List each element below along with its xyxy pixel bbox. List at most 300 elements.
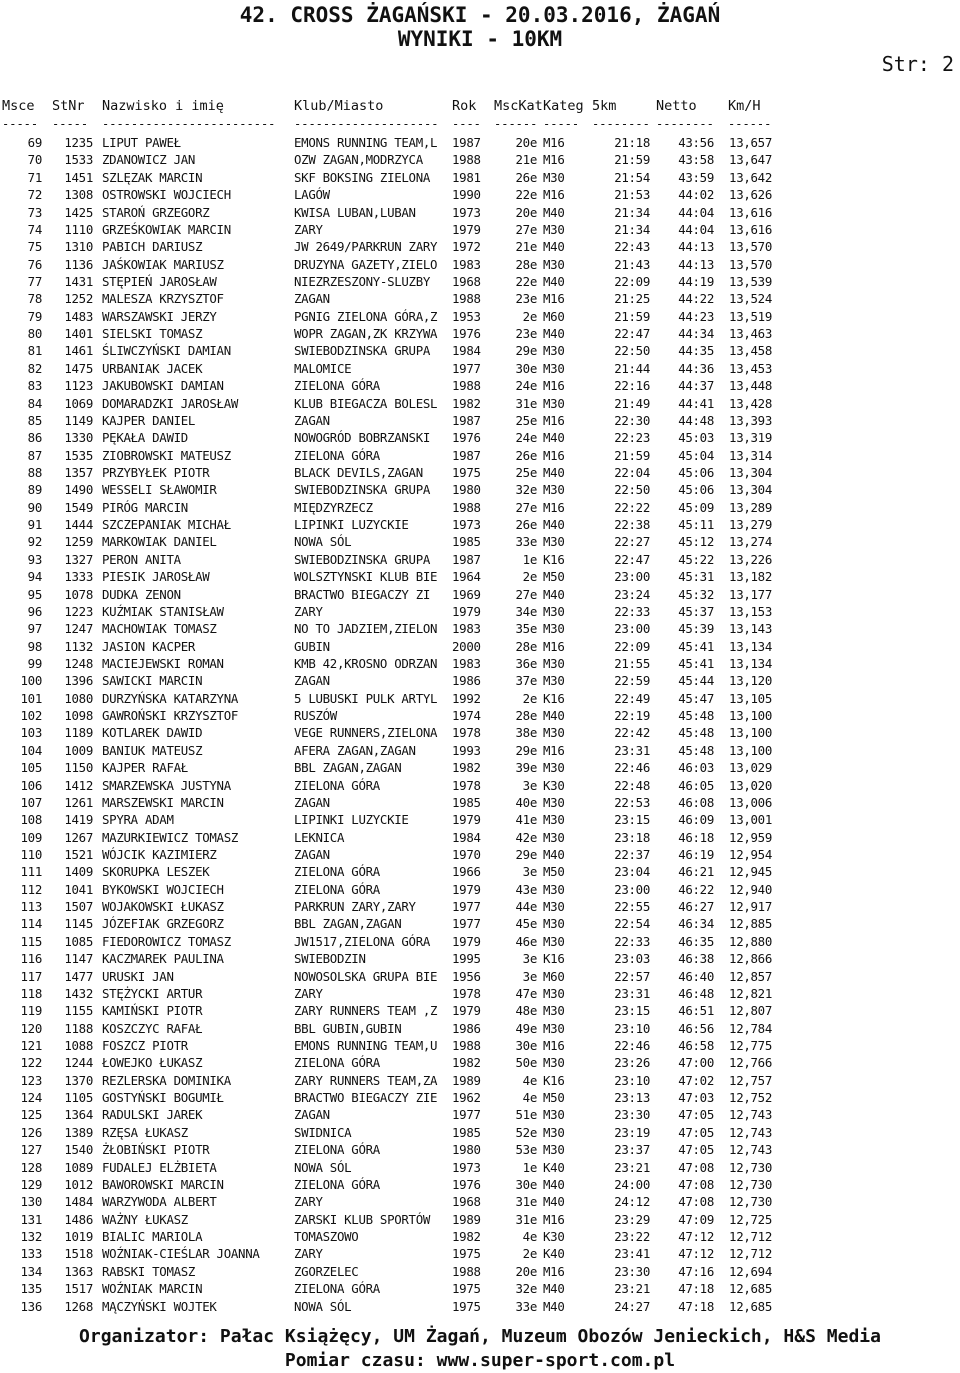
cell-place: 102 (20, 708, 42, 723)
cell-net-time: 46:35 (678, 933, 714, 949)
cell-place: 86 (27, 430, 42, 446)
cell-split-5km: 22:55 (614, 899, 650, 915)
cell-category-place: 38e (515, 725, 537, 741)
table-row (0, 638, 960, 655)
cell-category: M16 (543, 638, 565, 654)
cell-speed: 12,730 (729, 1159, 772, 1175)
cell-split-5km: 22:33 (614, 603, 650, 619)
cell-category: K16 (543, 551, 565, 567)
cell-category: M30 (543, 603, 565, 619)
cell-split-5km: 21:55 (614, 655, 650, 671)
cell-start-number: 1259 (64, 534, 93, 550)
document-title: 42. CROSS ŻAGAŃSKI - 20.03.2016, ŻAGAŃ (239, 3, 721, 27)
cell-category: M40 (543, 586, 565, 602)
cell-start-number: 1085 (64, 933, 93, 949)
cell-category: M16 (543, 1038, 565, 1053)
table-row (0, 1159, 960, 1176)
column-header: Netto (656, 98, 697, 114)
table-row (0, 1037, 960, 1054)
cell-category: M16 (543, 1263, 565, 1279)
cell-club: SKF BOKSING ZIELONA (294, 169, 431, 185)
cell-name: RADULSKI JAREK (102, 1107, 203, 1123)
table-row (0, 1263, 960, 1280)
cell-split-5km: 21:43 (614, 256, 650, 272)
cell-place: 96 (27, 603, 42, 619)
cell-place: 106 (20, 777, 42, 793)
cell-category: M16 (543, 742, 565, 758)
cell-name: JAŚKOWIAK MARIUSZ (102, 256, 224, 272)
cell-split-5km: 22:27 (614, 534, 650, 550)
cell-category-place: 29e (515, 847, 537, 862)
cell-place: 109 (20, 829, 42, 845)
cell-place: 74 (27, 221, 42, 237)
cell-club: LIPINKI LUZYCKIE (294, 812, 409, 828)
cell-split-5km: 24:12 (614, 1194, 650, 1210)
cell-speed: 13,279 (729, 517, 772, 532)
cell-category-place: 48e (515, 1003, 537, 1019)
cell-speed: 12,807 (729, 1003, 772, 1019)
cell-category: M30 (543, 933, 565, 949)
table-row (0, 707, 960, 724)
cell-year: 1982 (452, 760, 481, 776)
cell-name: PĘKAŁA DAWID (102, 430, 188, 446)
cell-name: JASION KACPER (102, 638, 196, 654)
cell-start-number: 1389 (64, 1124, 93, 1140)
cell-split-5km: 22:50 (614, 482, 650, 498)
cell-split-5km: 21:34 (614, 221, 650, 237)
cell-year: 1987 (452, 135, 481, 150)
cell-place: 134 (20, 1263, 42, 1279)
cell-start-number: 1401 (64, 326, 93, 341)
cell-place: 69 (27, 135, 42, 150)
column-header: Klub/Miasto (294, 98, 384, 114)
cell-net-time: 44:04 (678, 221, 714, 237)
cell-net-time: 44:02 (678, 187, 714, 203)
cell-category-place: 21e (515, 239, 537, 255)
cell-start-number: 1419 (64, 812, 93, 828)
cell-place: 101 (20, 690, 42, 706)
cell-year: 1982 (452, 395, 481, 411)
cell-place: 115 (20, 933, 42, 949)
cell-year: 1982 (452, 1229, 481, 1244)
cell-place: 77 (27, 273, 42, 289)
cell-net-time: 46:58 (678, 1038, 714, 1053)
cell-net-time: 47:09 (678, 1211, 714, 1227)
cell-start-number: 1136 (64, 256, 93, 272)
cell-net-time: 46:51 (678, 1003, 714, 1019)
table-row (0, 1245, 960, 1262)
cell-start-number: 1189 (64, 725, 93, 741)
cell-category-place: 36e (515, 655, 537, 671)
cell-speed: 12,885 (729, 916, 772, 932)
cell-net-time: 45:48 (678, 725, 714, 741)
cell-split-5km: 22:09 (614, 273, 650, 289)
cell-place: 114 (20, 916, 42, 932)
cell-club: ZIELONA GÓRA (294, 447, 380, 463)
table-row (0, 429, 960, 446)
cell-club: DRUZYNA GAZETY,ZIELO (294, 256, 438, 272)
header-rule-segment: -------- (592, 117, 650, 131)
cell-year: 1988 (452, 1263, 481, 1279)
table-row (0, 1228, 960, 1245)
cell-speed: 12,730 (729, 1176, 772, 1192)
cell-club: ZARY (294, 1194, 323, 1210)
cell-name: KOSZCZYC RAFAŁ (102, 1020, 203, 1036)
cell-category: M30 (543, 1107, 565, 1123)
cell-club: JW1517,ZIELONA GÓRA (294, 933, 431, 949)
cell-year: 1966 (452, 864, 481, 880)
cell-speed: 13,105 (729, 690, 772, 706)
cell-name: MACHOWIAK TOMASZ (102, 621, 217, 637)
header-rule-segment: ----- (543, 117, 580, 131)
cell-split-5km: 22:54 (614, 916, 650, 932)
cell-start-number: 1080 (64, 690, 93, 706)
cell-category: K16 (543, 1072, 565, 1088)
cell-start-number: 1078 (64, 586, 93, 602)
cell-name: WOŹNIAK-CIEŚLAR JOANNA (102, 1246, 260, 1262)
cell-split-5km: 22:43 (614, 239, 650, 255)
table-row (0, 672, 960, 689)
cell-club: MALOMICE (294, 360, 352, 376)
cell-year: 1956 (452, 968, 481, 984)
cell-name: RZĘSA ŁUKASZ (102, 1124, 188, 1140)
cell-category-place: 3e (522, 951, 537, 967)
cell-category: M40 (543, 847, 565, 862)
cell-place: 82 (27, 360, 42, 376)
table-row (0, 186, 960, 203)
cell-category: M30 (543, 916, 565, 932)
cell-category: M30 (543, 881, 565, 897)
cell-club: ZGORZELEC (294, 1263, 359, 1279)
table-row (0, 342, 960, 359)
cell-split-5km: 22:09 (614, 638, 650, 654)
cell-split-5km: 23:15 (614, 1003, 650, 1019)
cell-name: DOMARADZKI JAROSŁAW (102, 395, 239, 411)
cell-speed: 12,866 (729, 951, 772, 967)
cell-category: M30 (543, 899, 565, 915)
cell-speed: 13,153 (729, 603, 772, 619)
cell-category-place: 26e (515, 447, 537, 463)
cell-name: MARKOWIAK DANIEL (102, 534, 217, 550)
cell-year: 1953 (452, 308, 481, 324)
cell-split-5km: 23:10 (614, 1020, 650, 1036)
cell-net-time: 47:05 (678, 1107, 714, 1123)
cell-net-time: 46:22 (678, 881, 714, 897)
cell-net-time: 46:40 (678, 968, 714, 984)
cell-place: 110 (20, 847, 42, 862)
cell-speed: 12,730 (729, 1194, 772, 1210)
organizer-footer: Organizator: Pałac Książęcy, UM Żagań, Muzeum Obozów Jenieckich, H&S Media (79, 1326, 881, 1347)
cell-place: 85 (27, 412, 42, 428)
cell-year: 1980 (452, 482, 481, 498)
cell-start-number: 1540 (64, 1142, 93, 1158)
cell-year: 1986 (452, 1020, 481, 1036)
cell-split-5km: 23:30 (614, 1107, 650, 1123)
cell-speed: 13,134 (729, 638, 772, 654)
cell-split-5km: 23:21 (614, 1159, 650, 1175)
cell-net-time: 46:08 (678, 794, 714, 810)
cell-place: 73 (27, 204, 42, 220)
cell-net-time: 45:39 (678, 621, 714, 637)
cell-year: 1975 (452, 464, 481, 480)
cell-category-place: 22e (515, 187, 537, 203)
cell-category: M40 (543, 1194, 565, 1210)
cell-club: ZAGAN (294, 794, 330, 810)
table-row (0, 655, 960, 672)
cell-year: 1984 (452, 829, 481, 845)
cell-name: FIEDOROWICZ TOMASZ (102, 933, 231, 949)
table-row (0, 273, 960, 290)
cell-net-time: 47:16 (678, 1263, 714, 1279)
cell-start-number: 1098 (64, 708, 93, 723)
cell-start-number: 1518 (64, 1246, 93, 1262)
cell-net-time: 47:03 (678, 1090, 714, 1106)
cell-speed: 13,657 (729, 135, 772, 150)
cell-start-number: 1425 (64, 204, 93, 220)
table-row (0, 1141, 960, 1158)
cell-split-5km: 22:47 (614, 551, 650, 567)
cell-start-number: 1533 (64, 152, 93, 168)
cell-net-time: 46:56 (678, 1020, 714, 1036)
cell-start-number: 1261 (64, 794, 93, 810)
cell-name: DURZYŃSKA KATARZYNA (102, 690, 239, 706)
cell-club: ZARSKI KLUB SPORTÓW (294, 1211, 431, 1227)
cell-year: 1985 (452, 1124, 481, 1140)
table-row (0, 395, 960, 412)
cell-year: 1985 (452, 794, 481, 810)
cell-category: M30 (543, 534, 565, 550)
cell-split-5km: 22:46 (614, 760, 650, 776)
cell-start-number: 1308 (64, 187, 93, 203)
cell-club: JW 2649/PARKRUN ZARY (294, 239, 438, 255)
cell-start-number: 1396 (64, 673, 93, 689)
cell-place: 75 (27, 239, 42, 255)
cell-split-5km: 23:15 (614, 812, 650, 828)
cell-place: 111 (20, 864, 42, 880)
table-row (0, 950, 960, 967)
cell-place: 135 (20, 1281, 42, 1297)
cell-category-place: 26e (515, 517, 537, 532)
cell-place: 133 (20, 1246, 42, 1262)
cell-split-5km: 23:00 (614, 881, 650, 897)
cell-name: DUDKA ZENON (102, 586, 181, 602)
cell-category-place: 31e (515, 1211, 537, 1227)
cell-start-number: 1145 (64, 916, 93, 932)
cell-split-5km: 22:50 (614, 343, 650, 359)
cell-category: M40 (543, 239, 565, 255)
cell-club: ZARY RUNNERS TEAM,ZA (294, 1072, 438, 1088)
cell-category: M16 (543, 499, 565, 515)
cell-name: SZCZEPANIAK MICHAŁ (102, 517, 231, 532)
table-row (0, 1106, 960, 1123)
cell-club: LIPINKI LUZYCKIE (294, 517, 409, 532)
cell-place: 121 (20, 1038, 42, 1053)
cell-place: 95 (27, 586, 42, 602)
cell-split-5km: 23:00 (614, 569, 650, 585)
cell-start-number: 1150 (64, 760, 93, 776)
cell-speed: 13,100 (729, 708, 772, 723)
cell-category-place: 30e (515, 360, 537, 376)
cell-category-place: 29e (515, 343, 537, 359)
cell-name: WAŻNY ŁUKASZ (102, 1211, 188, 1227)
cell-split-5km: 23:03 (614, 951, 650, 967)
table-row (0, 863, 960, 880)
cell-category: M30 (543, 725, 565, 741)
cell-speed: 13,642 (729, 169, 772, 185)
cell-start-number: 1370 (64, 1072, 93, 1088)
cell-category: M16 (543, 378, 565, 394)
cell-speed: 13,570 (729, 239, 772, 255)
header-rule-segment: -------- (656, 117, 714, 131)
cell-name: FOSZCZ PIOTR (102, 1038, 188, 1053)
table-row (0, 985, 960, 1002)
cell-name: REZLERSKA DOMINIKA (102, 1072, 231, 1088)
cell-net-time: 46:03 (678, 760, 714, 776)
cell-speed: 12,757 (729, 1072, 772, 1088)
cell-name: URBANIAK JACEK (102, 360, 203, 376)
cell-club: ZIELONA GÓRA (294, 1055, 380, 1071)
cell-speed: 12,685 (729, 1281, 772, 1297)
cell-net-time: 45:44 (678, 673, 714, 689)
table-header (0, 98, 960, 115)
cell-net-time: 44:19 (678, 273, 714, 289)
cell-net-time: 46:05 (678, 777, 714, 793)
cell-category: M16 (543, 135, 565, 150)
table-row (0, 238, 960, 255)
cell-club: ZAGAN (294, 673, 330, 689)
cell-category: M40 (543, 464, 565, 480)
cell-category-place: 32e (515, 1281, 537, 1297)
cell-club: AFERA ZAGAN,ZAGAN (294, 742, 416, 758)
cell-place: 112 (20, 881, 42, 897)
cell-category: M30 (543, 655, 565, 671)
cell-club: ZARY (294, 1246, 323, 1262)
cell-category-place: 28e (515, 708, 537, 723)
cell-start-number: 1409 (64, 864, 93, 880)
cell-name: FUDALEJ ELŻBIETA (102, 1159, 217, 1175)
cell-start-number: 1486 (64, 1211, 93, 1227)
cell-start-number: 1432 (64, 985, 93, 1001)
cell-category-place: 2e (522, 1246, 537, 1262)
cell-net-time: 43:56 (678, 135, 714, 150)
cell-category-place: 49e (515, 1020, 537, 1036)
cell-split-5km: 22:42 (614, 725, 650, 741)
cell-year: 1983 (452, 655, 481, 671)
cell-speed: 13,120 (729, 673, 772, 689)
cell-place: 87 (27, 447, 42, 463)
cell-start-number: 1012 (64, 1176, 93, 1192)
table-row (0, 777, 960, 794)
cell-start-number: 1123 (64, 378, 93, 394)
cell-year: 1978 (452, 777, 481, 793)
table-row (0, 690, 960, 707)
cell-category-place: 20e (515, 1263, 537, 1279)
cell-category: M40 (543, 430, 565, 446)
cell-speed: 12,784 (729, 1020, 772, 1036)
cell-year: 1972 (452, 239, 481, 255)
cell-speed: 13,001 (729, 812, 772, 828)
cell-year: 1980 (452, 1142, 481, 1158)
cell-club: WOPR ZAGAN,ZK KRZYWA (294, 326, 438, 341)
cell-split-5km: 23:30 (614, 1263, 650, 1279)
cell-net-time: 45:22 (678, 551, 714, 567)
cell-net-time: 44:37 (678, 378, 714, 394)
cell-speed: 13,519 (729, 308, 772, 324)
cell-start-number: 1247 (64, 621, 93, 637)
cell-split-5km: 22:59 (614, 673, 650, 689)
cell-place: 126 (20, 1124, 42, 1140)
cell-year: 1975 (452, 1246, 481, 1262)
cell-start-number: 1252 (64, 291, 93, 307)
table-row (0, 551, 960, 568)
cell-place: 120 (20, 1020, 42, 1036)
cell-category-place: 33e (515, 534, 537, 550)
cell-speed: 12,954 (729, 847, 772, 862)
cell-place: 97 (27, 621, 42, 637)
cell-split-5km: 21:54 (614, 169, 650, 185)
cell-club: KWISA LUBAN,LUBAN (294, 204, 416, 220)
cell-name: PIRÓG MARCIN (102, 499, 188, 515)
cell-name: BAWOROWSKI MARCIN (102, 1176, 224, 1192)
cell-place: 118 (20, 985, 42, 1001)
cell-club: ZARY RUNNERS TEAM ,Z (294, 1003, 438, 1019)
cell-split-5km: 21:59 (614, 308, 650, 324)
cell-name: ŻŁOBIŃSKI PIOTR (102, 1142, 210, 1158)
cell-year: 1976 (452, 430, 481, 446)
cell-name: WARSZAWSKI JERZY (102, 308, 217, 324)
cell-start-number: 1444 (64, 517, 93, 532)
cell-category: M30 (543, 1142, 565, 1158)
cell-start-number: 1069 (64, 395, 93, 411)
cell-category-place: 23e (515, 326, 537, 341)
cell-name: GRZEŚKOWIAK MARCIN (102, 221, 231, 237)
cell-start-number: 1521 (64, 847, 93, 862)
cell-net-time: 45:47 (678, 690, 714, 706)
cell-year: 1988 (452, 378, 481, 394)
cell-start-number: 1363 (64, 1263, 93, 1279)
cell-category-place: 4e (522, 1090, 537, 1106)
cell-name: KAJPER RAFAŁ (102, 760, 188, 776)
cell-speed: 13,428 (729, 395, 772, 411)
cell-category-place: 34e (515, 603, 537, 619)
cell-year: 1969 (452, 586, 481, 602)
cell-year: 1988 (452, 1038, 481, 1053)
cell-club: BBL GUBIN,GUBIN (294, 1020, 402, 1036)
cell-speed: 12,725 (729, 1211, 772, 1227)
cell-speed: 13,177 (729, 586, 772, 602)
cell-start-number: 1327 (64, 551, 93, 567)
cell-start-number: 1310 (64, 239, 93, 255)
cell-net-time: 44:13 (678, 239, 714, 255)
cell-category-place: 37e (515, 673, 537, 689)
cell-place: 107 (20, 794, 42, 810)
cell-club: TOMASZOWO (294, 1229, 359, 1244)
table-row (0, 1211, 960, 1228)
cell-place: 119 (20, 1003, 42, 1019)
table-row (0, 499, 960, 516)
cell-category: M30 (543, 395, 565, 411)
cell-category-place: 3e (522, 968, 537, 984)
cell-net-time: 45:06 (678, 482, 714, 498)
cell-category-place: 35e (515, 621, 537, 637)
cell-category-place: 24e (515, 430, 537, 446)
cell-speed: 13,143 (729, 621, 772, 637)
cell-net-time: 45:48 (678, 708, 714, 723)
cell-club: ZARY (294, 221, 323, 237)
cell-net-time: 45:12 (678, 534, 714, 550)
cell-category-place: 4e (522, 1229, 537, 1244)
cell-category: M40 (543, 1281, 565, 1297)
